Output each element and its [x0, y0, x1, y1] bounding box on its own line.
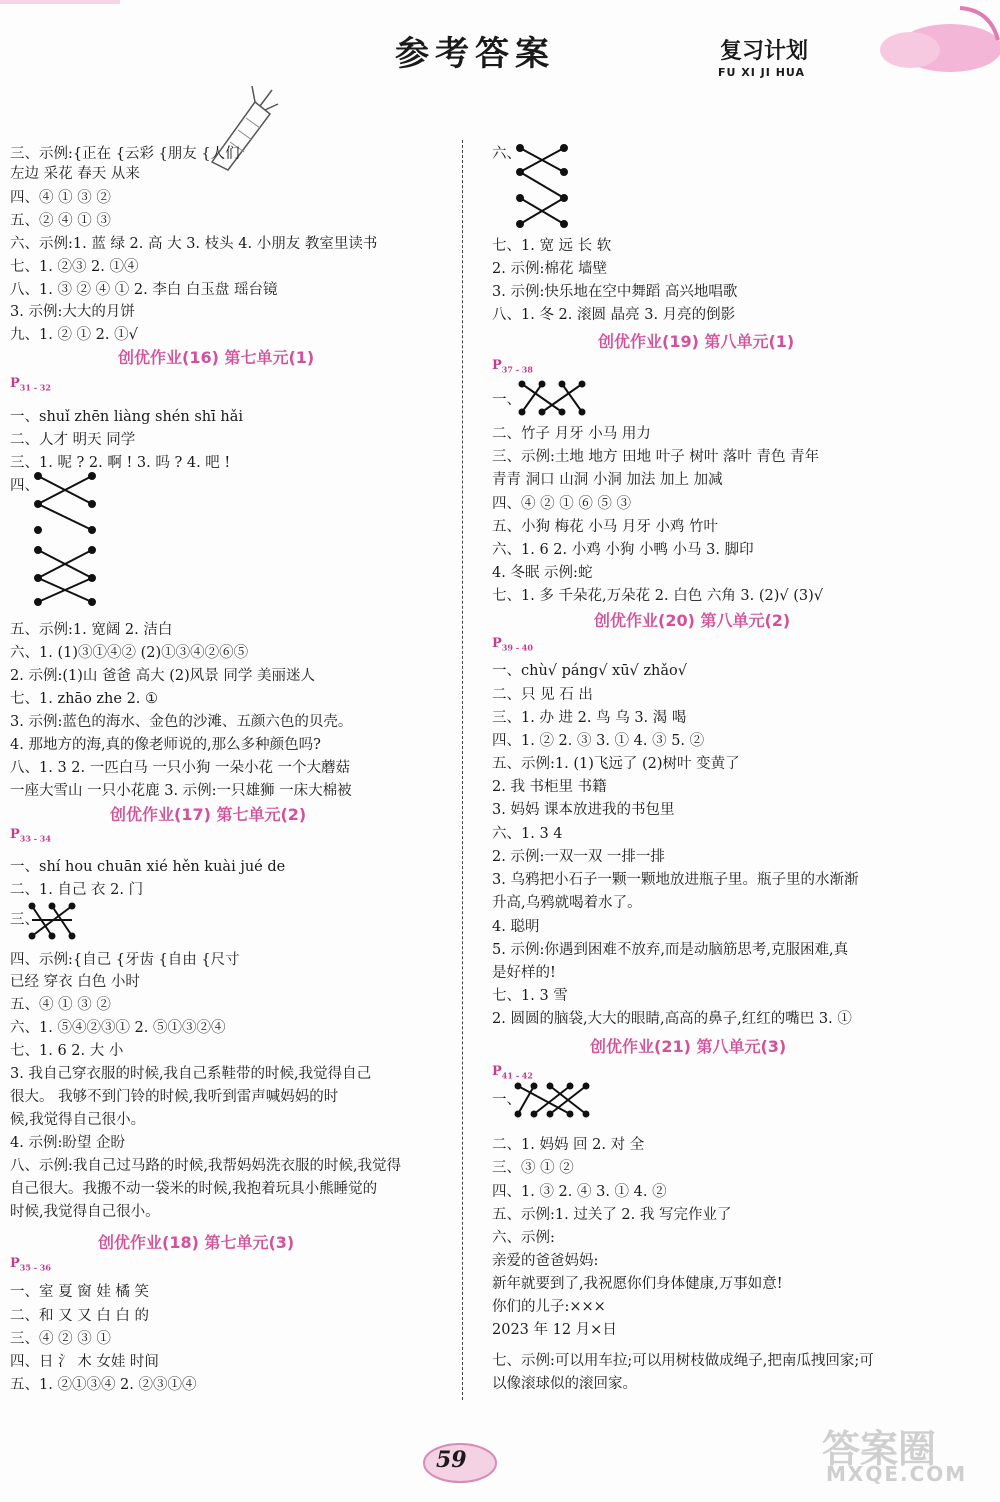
page-reference: $P_{37 - 38}$ [492, 358, 533, 375]
answer-line: 三、1. 呢 ? 2. 啊 ! 3. 吗 ? 4. 吧 ! [10, 455, 231, 471]
answer-line: 时候,我觉得自己很小。 [10, 1204, 160, 1220]
answer-line: 六、1. 6 2. 小鸡 小狗 小鸭 小马 3. 脚印 [492, 542, 754, 558]
answer-line: 一、shuǐ zhēn liàng shén shī hǎi [10, 409, 243, 425]
answer-line: 五、小狗 梅花 小马 月牙 小鸡 竹叶 [492, 519, 719, 535]
answer-line: 六、1. ⑤④②③① 2. ⑤①③②④ [10, 1020, 226, 1036]
watermark: 答案圈 [822, 1427, 937, 1471]
answer-line: 3. 示例:蓝色的海水、金色的沙滩、五颜六色的贝壳。 [10, 714, 353, 730]
answer-line: 八、示例:我自己过马路的时候,我帮妈妈洗衣服的时候,我觉得 [10, 1158, 402, 1174]
series-title: 复习计划 [720, 38, 809, 64]
answer-line: 一、室 夏 窗 娃 橘 笑 [10, 1284, 150, 1300]
answer-line: 自己很大。我搬不动一袋米的时候,我抱着玩具小熊睡觉的 [10, 1181, 378, 1197]
answer-line: 六、示例:1. 蓝 绿 2. 高 大 3. 枝头 4. 小朋友 教室里读书 [10, 236, 378, 252]
section-heading: 创优作业(16) 第七单元(1) [118, 348, 315, 367]
answer-line: 5. 示例:你遇到困难不放弃,而是动脑筋思考,克服困难,真 [492, 942, 849, 958]
page-reference: $P_{39 - 40}$ [492, 636, 533, 653]
matching-lines-right-3 [514, 1082, 594, 1122]
top-left-decoration [0, 0, 120, 30]
answer-line: 四、④ ① ③ ② [10, 190, 111, 206]
answer-line: 已经 穿衣 白色 小时 [10, 974, 140, 990]
answer-line: 4. 那地方的海,真的像老师说的,那么多种颜色吗? [10, 737, 321, 753]
answer-line: 五、④ ① ③ ② [10, 997, 111, 1013]
matching-lines-right-1 [514, 142, 574, 232]
answer-line: 八、1. 3 2. 一匹白马 一只小狗 一朵小花 一个大蘑菇 [10, 760, 351, 776]
section-heading: 创优作业(18) 第七单元(3) [98, 1233, 295, 1252]
answer-line: 一座大雪山 一只小花鹿 3. 示例:一只雄狮 一床大棉被 [10, 783, 352, 799]
answer-line: 二、只 见 石 出 [492, 687, 593, 703]
answer-line: 三、示例:{正在 {云彩 {朋友 {人们 [10, 146, 240, 162]
answer-line: 3. 示例:快乐地在空中舞蹈 高兴地唱歌 [492, 284, 738, 300]
answer-line: 四、 [10, 478, 39, 494]
answer-line: 升高,乌鸦就喝着水了。 [492, 895, 642, 911]
answer-line: 六、1. 3 4 [492, 826, 563, 842]
answer-line: 二、人才 明天 同学 [10, 432, 136, 448]
answer-line: 八、1. ③ ② ④ ① 2. 李白 白玉盘 瑶台镜 [10, 282, 278, 298]
answer-line: 一、 [492, 392, 521, 408]
column-divider [462, 140, 463, 1400]
answer-line: 2. 示例:一双一双 一排一排 [492, 849, 665, 865]
section-heading: 创优作业(20) 第八单元(2) [594, 611, 791, 630]
answer-line: 四、1. ② 2. ③ 3. ① 4. ③ 5. ② [492, 733, 705, 749]
answer-line: 二、竹子 月牙 小马 用力 [492, 426, 651, 442]
answer-line: 4. 聪明 [492, 919, 540, 935]
page-reference: $P_{35 - 36}$ [10, 1256, 51, 1273]
answer-line: 三、 [10, 912, 39, 928]
answer-line: 七、1. 宽 远 长 软 [492, 238, 612, 254]
answer-line: 青青 洞口 山洞 小洞 加法 加上 加减 [492, 472, 723, 488]
answer-line: 九、1. ② ① 2. ①√ [10, 327, 138, 343]
answer-line: 三、1. 办 进 2. 鸟 乌 3. 渴 喝 [492, 710, 687, 726]
answer-line: 你们的儿子:××× [492, 1299, 606, 1315]
page-title: 参考答案 [395, 34, 555, 74]
answer-line: 三、示例:土地 地方 田地 叶子 树叶 落叶 青色 青年 [492, 449, 820, 465]
matching-lines-left-1 [32, 470, 102, 610]
series-pinyin: FU XI JI HUA [718, 66, 806, 79]
answer-line: 3. 乌鸦把小石子一颗一颗地放进瓶子里。瓶子里的水渐渐 [492, 872, 859, 888]
answer-line: 是好样的! [492, 965, 556, 981]
answer-line: 3. 我自己穿衣服的时候,我自己系鞋带的时候,我觉得自己 [10, 1066, 372, 1082]
page-reference: $P_{31 - 32}$ [10, 376, 51, 393]
answer-line: 2. 圆圆的脑袋,大大的眼睛,高高的鼻子,红红的嘴巴 3. ① [492, 1011, 852, 1027]
answer-line: 七、1. ②③ 2. ①④ [10, 259, 139, 275]
answer-line: 三、④ ② ③ ① [10, 1331, 111, 1347]
answer-line: 亲爱的爸爸妈妈: [492, 1253, 599, 1269]
answer-line: 四、1. ③ 2. ④ 3. ① 4. ② [492, 1184, 667, 1200]
answer-line: 二、1. 妈妈 回 2. 对 全 [492, 1137, 645, 1153]
answer-line: 2023 年 12 月×日 [492, 1322, 617, 1338]
cloud-icon [840, 0, 1000, 80]
answer-line: 2. 示例:棉花 墙壁 [492, 261, 607, 277]
answer-line: 七、1. 3 雪 [492, 988, 568, 1004]
watermark-url: MXQE.COM [826, 1462, 968, 1486]
answer-line: 2. 我 书柜里 书籍 [492, 779, 607, 795]
answer-line: 3. 妈妈 课本放进我的书包里 [492, 802, 675, 818]
answer-line: 以像滚球似的滚回家。 [492, 1376, 637, 1392]
answer-line: 六、1. (1)③①④② (2)①③④②⑥⑤ [10, 645, 249, 661]
answer-line: 4. 冬眠 示例:蛇 [492, 565, 593, 581]
section-heading: 创优作业(17) 第七单元(2) [110, 805, 307, 824]
answer-line: 4. 示例:盼望 企盼 [10, 1135, 125, 1151]
page-number: 59 [436, 1447, 467, 1473]
answer-line: 七、1. 6 2. 大 小 [10, 1043, 124, 1059]
answer-line: 四、日 氵 木 女娃 时间 [10, 1354, 159, 1370]
answer-line: 七、1. zhāo zhe 2. ① [10, 691, 159, 707]
answer-line: 二、和 又 又 白 白 的 [10, 1308, 150, 1324]
answer-line: 五、示例:1. (1)飞远了 (2)树叶 变黄了 [492, 756, 740, 772]
section-heading: 创优作业(21) 第八单元(3) [590, 1037, 787, 1056]
answer-line: 一、 [492, 1092, 521, 1108]
page-reference: $P_{41 - 42}$ [492, 1064, 533, 1081]
answer-line: 五、示例:1. 宽阔 2. 洁白 [10, 622, 173, 638]
page-reference: $P_{33 - 34}$ [10, 827, 51, 844]
answer-line: 候,我觉得自己很小。 [10, 1112, 146, 1128]
answer-line: 六、 [492, 146, 521, 162]
answer-line: 五、1. ②①③④ 2. ②③①④ [10, 1377, 197, 1393]
answer-line: 六、示例: [492, 1230, 555, 1246]
answer-line: 很大。 我够不到门铃的时候,我听到雷声喊妈妈的时 [10, 1089, 339, 1105]
answer-line: 一、shí hou chuān xié hěn kuài jué de [10, 859, 286, 875]
answer-line: 新年就要到了,我祝愿你们身体健康,万事如意! [492, 1276, 783, 1292]
answer-line: 五、② ④ ① ③ [10, 213, 111, 229]
answer-line: 四、④ ② ① ⑥ ⑤ ③ [492, 496, 632, 512]
matching-lines-right-2 [518, 380, 588, 420]
answer-line: 四、示例:{自己 {牙齿 {自由 {尺寸 [10, 952, 240, 968]
answer-line: 三、③ ① ② [492, 1160, 574, 1176]
header-decoration [840, 0, 1000, 80]
answer-line: 五、示例:1. 过关了 2. 我 写完作业了 [492, 1207, 732, 1223]
section-heading: 创优作业(19) 第八单元(1) [598, 332, 795, 351]
answer-line: 一、chù√ páng√ xū√ zhǎo√ [492, 663, 687, 679]
answer-line: 八、1. 冬 2. 滚圆 晶亮 3. 月亮的倒影 [492, 307, 736, 323]
answer-line: 七、示例:可以用车拉;可以用树枝做成绳子,把南瓜拽回家;可 [492, 1353, 874, 1369]
answer-line: 左边 采花 春天 从来 [10, 166, 140, 182]
answer-line: 2. 示例:(1)山 爸爸 高大 (2)风景 同学 美丽迷人 [10, 668, 315, 684]
answer-line: 二、1. 自己 衣 2. 门 [10, 882, 144, 898]
answer-line: 3. 示例:大大的月饼 [10, 304, 135, 320]
answer-line: 七、1. 多 千朵花,万朵花 2. 白色 六角 3. (2)√ (3)√ [492, 588, 824, 604]
